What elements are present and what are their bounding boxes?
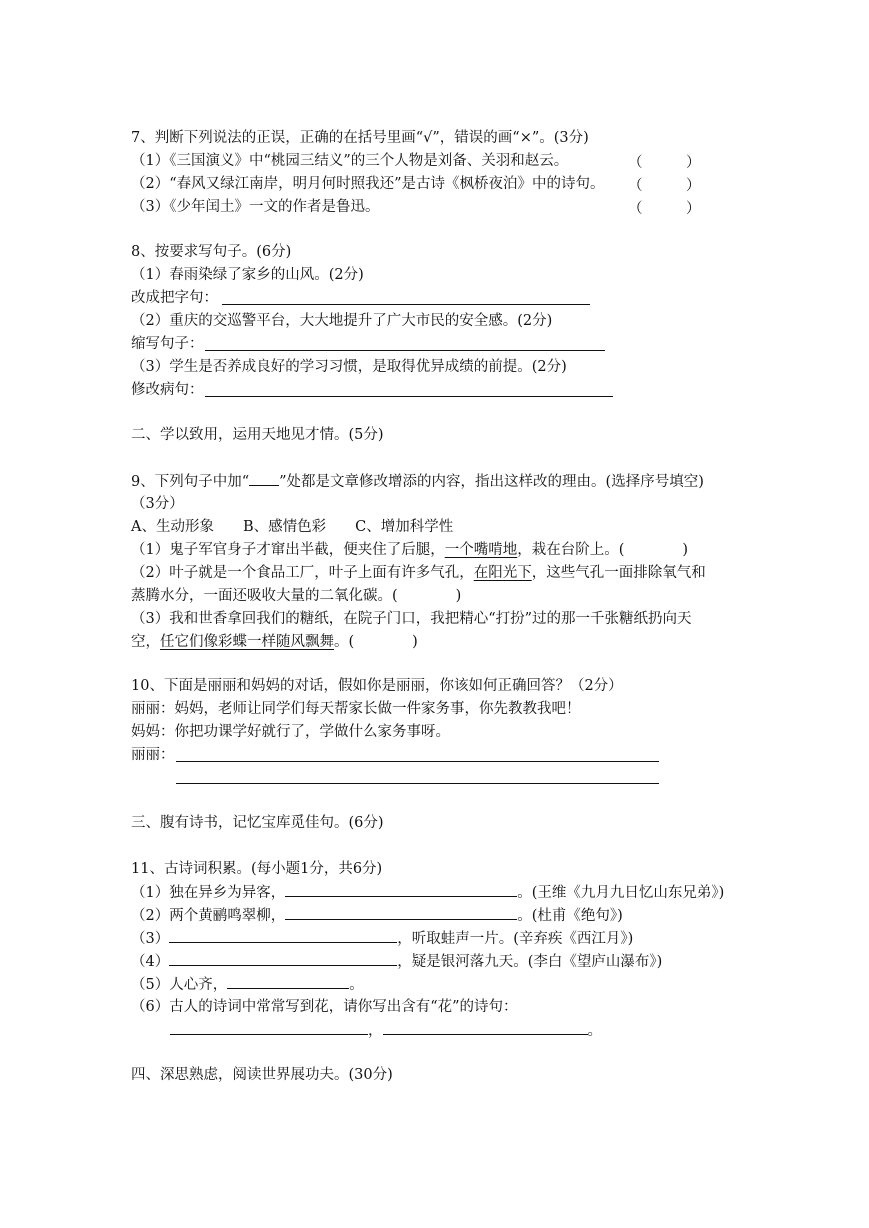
q7-item-2: （2）“春风又绿江南岸，明月何时照我还”是古诗《枫桥夜泊》中的诗句。 xyxy=(131,176,605,192)
q9-score: （3分） xyxy=(131,496,184,512)
q10-dialog-2: 妈妈：你把功课学好就行了，学做什么家务事呀。 xyxy=(131,724,450,740)
section-2-heading: 二、学以致用，运用天地见才情。(5分) xyxy=(131,427,384,443)
q11-blank-2[interactable] xyxy=(285,905,517,920)
q10-answer-line-2[interactable] xyxy=(176,783,659,784)
q9-title-blank xyxy=(249,471,279,486)
q11-blank-3[interactable] xyxy=(169,928,397,943)
q10-answer-line-1[interactable] xyxy=(176,761,659,762)
q11-title: 11、古诗词积累。(每小题1分，共6分) xyxy=(131,861,383,877)
q8-label-2: 缩写句子： xyxy=(131,336,204,352)
q9-options: A、生动形象 B、感情色彩 C、增加科学性 xyxy=(131,519,454,535)
q11-poem-5: （5）人心齐， 。 xyxy=(131,974,364,994)
q8-sentence-3: （3）学生是否养成良好的学习习惯，是取得优异成绩的前提。(2分) xyxy=(131,359,567,375)
q7-item-3: （3）《少年闰土》一文的作者是鲁迅。 xyxy=(131,199,380,215)
q7-answer-2[interactable]: （ ） xyxy=(628,178,701,194)
q11-poem-6: （6）古人的诗词中常常写到花，请你写出含有“花”的诗句： xyxy=(131,999,518,1015)
q9-item-1: （1）鬼子军官身子才窜出半截，便夹住了后腿，一个嘴啃地，栽在台阶上。( ) xyxy=(131,542,689,558)
q9-item-2: （2）叶子就是一个食品工厂，叶子上面有许多气孔，在阳光下，这些气孔一面排除氧气和 xyxy=(131,565,706,581)
q7-item-1: （1）《三国演义》中“桃园三结义”的三个人物是刘备、关羽和赵云。 xyxy=(131,153,569,169)
q8-label-3: 修改病句： xyxy=(131,382,204,398)
q11-blank-5[interactable] xyxy=(227,974,349,989)
q11-poem-4: （4） ，疑是银河落九天。(李白《望庐山瀑布》) xyxy=(131,951,662,971)
q11-poem-6-answer: ， 。 xyxy=(170,1020,602,1040)
q8-title: 8、按要求写句子。(6分) xyxy=(131,244,292,260)
q11-poem-3: （3） ，听取蛙声一片。(辛弃疾《西江月》) xyxy=(131,928,633,948)
q8-label-1: 改成把字句： xyxy=(131,290,218,306)
section-4-heading: 四、深思熟虑，阅读世界展功夫。(30分) xyxy=(131,1067,393,1083)
q7-title: 7、判断下列说法的正误，正确的在括号里画“√”，错误的画“×”。(3分) xyxy=(131,130,589,146)
q7-answer-3[interactable]: （ ） xyxy=(628,201,701,217)
q11-blank-6a[interactable] xyxy=(170,1020,368,1035)
q9-item-3: （3）我和世香拿回我们的糖纸，在院子门口，我把精心“打扮”过的那一千张糖纸扔向天 xyxy=(131,611,692,627)
q10-dialog-1: 丽丽：妈妈，老师让同学们每天帮家长做一件家务事，你先教教我吧！ xyxy=(131,701,581,717)
q11-poem-2: （2）两个黄鹂鸣翠柳， 。(杜甫《绝句》) xyxy=(131,905,623,925)
q8-answer-line-2[interactable] xyxy=(205,350,605,351)
q11-poem-1: （1）独在异乡为异客， 。(王维《九月九日忆山东兄弟》) xyxy=(131,882,724,902)
q9-title: 9、下列句子中加“ ”处都是文章修改增添的内容，指出这样改的理由。(选择序号填空) xyxy=(131,471,704,491)
q8-answer-line-1[interactable] xyxy=(222,304,590,305)
q11-blank-4[interactable] xyxy=(169,951,397,966)
q9-item-2-cont: 蒸腾水分，一面还吸收大量的二氧化碳。( ) xyxy=(131,588,462,604)
q8-sentence-2: （2）重庆的交巡警平台，大大地提升了广大市民的安全感。(2分) xyxy=(131,313,553,329)
section-3-heading: 三、腹有诗书，记忆宝库觅佳句。(6分) xyxy=(131,815,384,831)
q9-item-3-cont: 空，任它们像彩蝶一样随风飘舞。( ) xyxy=(131,634,418,650)
q8-answer-line-3[interactable] xyxy=(205,396,613,397)
q8-sentence-1: （1）春雨染绿了家乡的山风。(2分) xyxy=(131,267,364,283)
q10-dialog-3: 丽丽： xyxy=(131,747,175,763)
q7-answer-1[interactable]: （ ） xyxy=(628,155,701,171)
q10-title: 10、下面是丽丽和妈妈的对话，假如你是丽丽，你该如何正确回答？（2分） xyxy=(131,678,623,694)
q11-blank-6b[interactable] xyxy=(383,1020,588,1035)
q11-blank-1[interactable] xyxy=(285,882,517,897)
